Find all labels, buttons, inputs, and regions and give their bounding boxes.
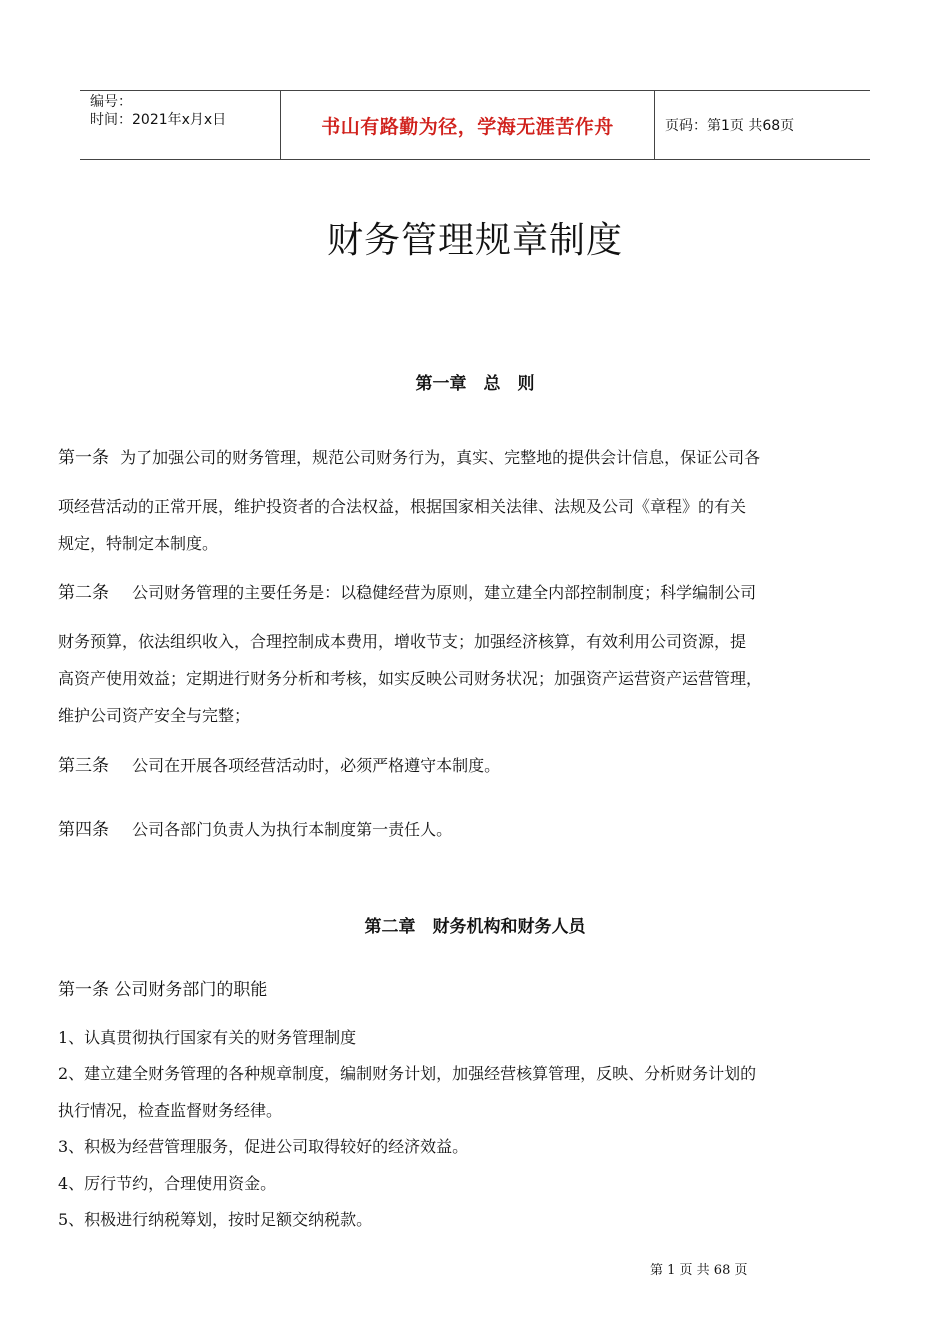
header-motto: 书山有路勤为径，学海无涯苦作舟 [281,91,655,159]
page-footer: 第 1 页 共 68 页 [650,1263,748,1278]
article-text: 财务预算，依法组织收入，合理控制成本费用，增收节支；加强经济核算，有效利用公司资源，提 [58,632,747,651]
list-item: 2、建立建全财务管理的各种规章制度，编制财务计划，加强经营核算管理，反映、分析财务计划的 [58,1064,757,1083]
article-text: 公司财务管理的主要任务是：以稳健经营为原则，建立建全内部控制制度；科学编制公司 [132,583,757,602]
page-header [80,90,870,160]
header-meta [80,91,281,159]
list-item: 3、积极为经营管理服务，促进公司取得较好的经济效益。 [58,1137,469,1156]
header-page-info: 页码：第1页 共68页 [665,118,795,134]
article-text: 为了加强公司的财务管理，规范公司财务行为，真实、完整地的提供会计信息，保证公司各 [120,448,761,467]
article-text: 维护公司资产安全与完整； [58,706,251,725]
article-label: 第三条 [58,756,109,776]
list-item: 1、认真贯彻执行国家有关的财务管理制度 [58,1028,357,1047]
article-text: 高资产使用效益；定期进行财务分析和考核，如实反映公司财务状况；加强资产运营资产运营管理， [58,669,763,688]
article-label: 第二条 [58,583,109,603]
article-text: 公司各部门负责人为执行本制度第一责任人。 [132,820,453,839]
document-title: 财务管理规章制度 [326,220,623,261]
article-label: 第一条 [58,448,109,468]
article-text: 公司在开展各项经营活动时，必须严格遵守本制度。 [132,756,501,775]
chapter-2-title: 第二章 财务机构和财务人员 [364,917,586,937]
list-item: 5、积极进行纳税筹划，按时足额交纳税款。 [58,1210,373,1229]
document-number-label: 编号： [90,94,132,110]
article-label: 第四条 [58,820,109,840]
list-item: 4、厉行节约，合理使用资金。 [58,1174,277,1193]
article-text: 项经营活动的正常开展，维护投资者的合法权益，根据国家相关法律、法规及公司《章程》的有关 [58,497,747,516]
article-text: 规定，特制定本制度。 [58,534,219,553]
document-date: 时间：2021年x月x日 [90,112,227,128]
list-item: 执行情况，检查监督财务经律。 [58,1101,283,1120]
section-subheading: 第一条 公司财务部门的职能 [58,980,268,1000]
chapter-1-title: 第一章 总 则 [415,374,535,394]
